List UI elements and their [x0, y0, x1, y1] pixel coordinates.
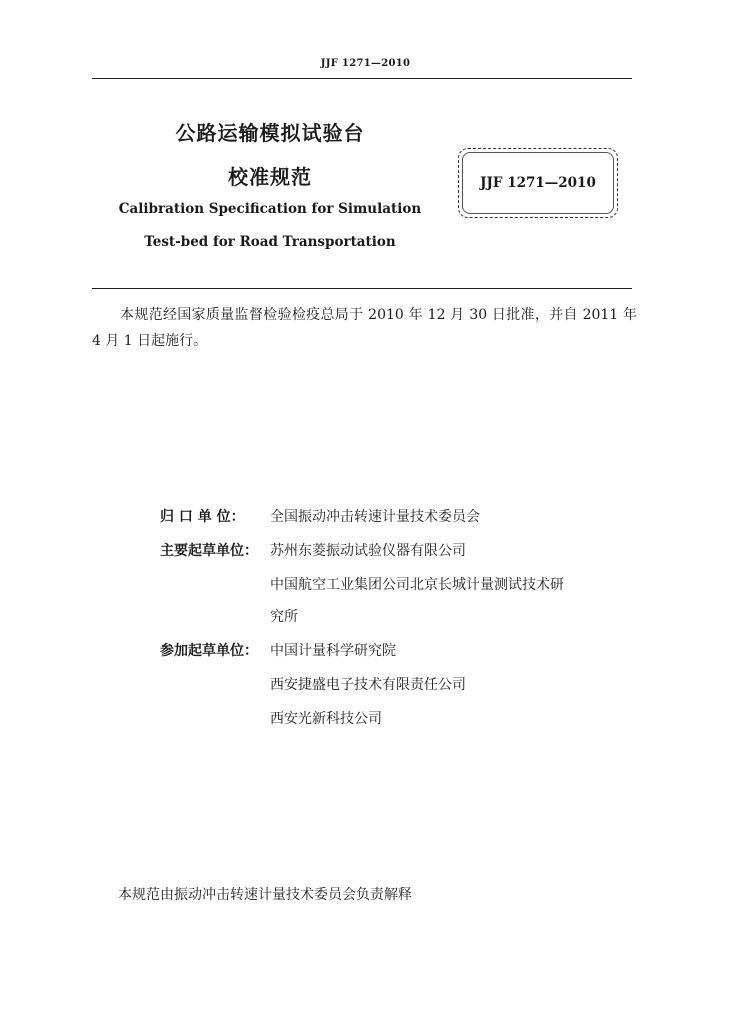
bottom-rule	[92, 288, 632, 289]
title-chinese-line1: 公路运输模拟试验台	[175, 121, 365, 145]
participating-unit-value-1: 中国计量科学研究院	[270, 643, 396, 659]
approval-paragraph: 本规范经国家质量监督检验检疫总局于 2010 年 12 月 30 日批准，并自 2011 年 4 月 1 日起施行。	[92, 307, 637, 349]
code-box-text: JJF 1271—2010	[480, 175, 596, 191]
standard-code-box	[458, 148, 618, 218]
top-rule	[92, 78, 632, 79]
participating-unit-label: 参加起草单位：	[160, 643, 258, 659]
participating-unit-value-3: 西安光新科技公司	[270, 711, 382, 727]
main-drafting-unit-label: 主要起草单位：	[160, 543, 258, 559]
participating-unit-value-2: 西安捷盛电子技术有限责任公司	[270, 677, 466, 693]
title-english-line1: Calibration Specification for Simulation	[118, 201, 422, 217]
interpretation-note: 本规范由振动冲击转速计量技术委员会负责解释	[118, 887, 412, 903]
main-drafting-unit-value-1: 苏州东菱振动试验仪器有限公司	[270, 543, 466, 559]
title-chinese-line2: 校准规范	[228, 165, 312, 189]
responsible-unit-value: 全国振动冲击转速计量技术委员会	[270, 509, 480, 525]
main-drafting-unit-value-3: 究所	[270, 609, 298, 625]
main-drafting-unit-value-2: 中国航空工业集团公司北京长城计量测试技术研	[270, 577, 564, 593]
title-english-line2: Test-bed for Road Transportation	[144, 234, 396, 250]
header-standard-code: JJF 1271—2010	[320, 58, 411, 69]
responsible-unit-label: 归 口 单 位：	[160, 509, 245, 525]
